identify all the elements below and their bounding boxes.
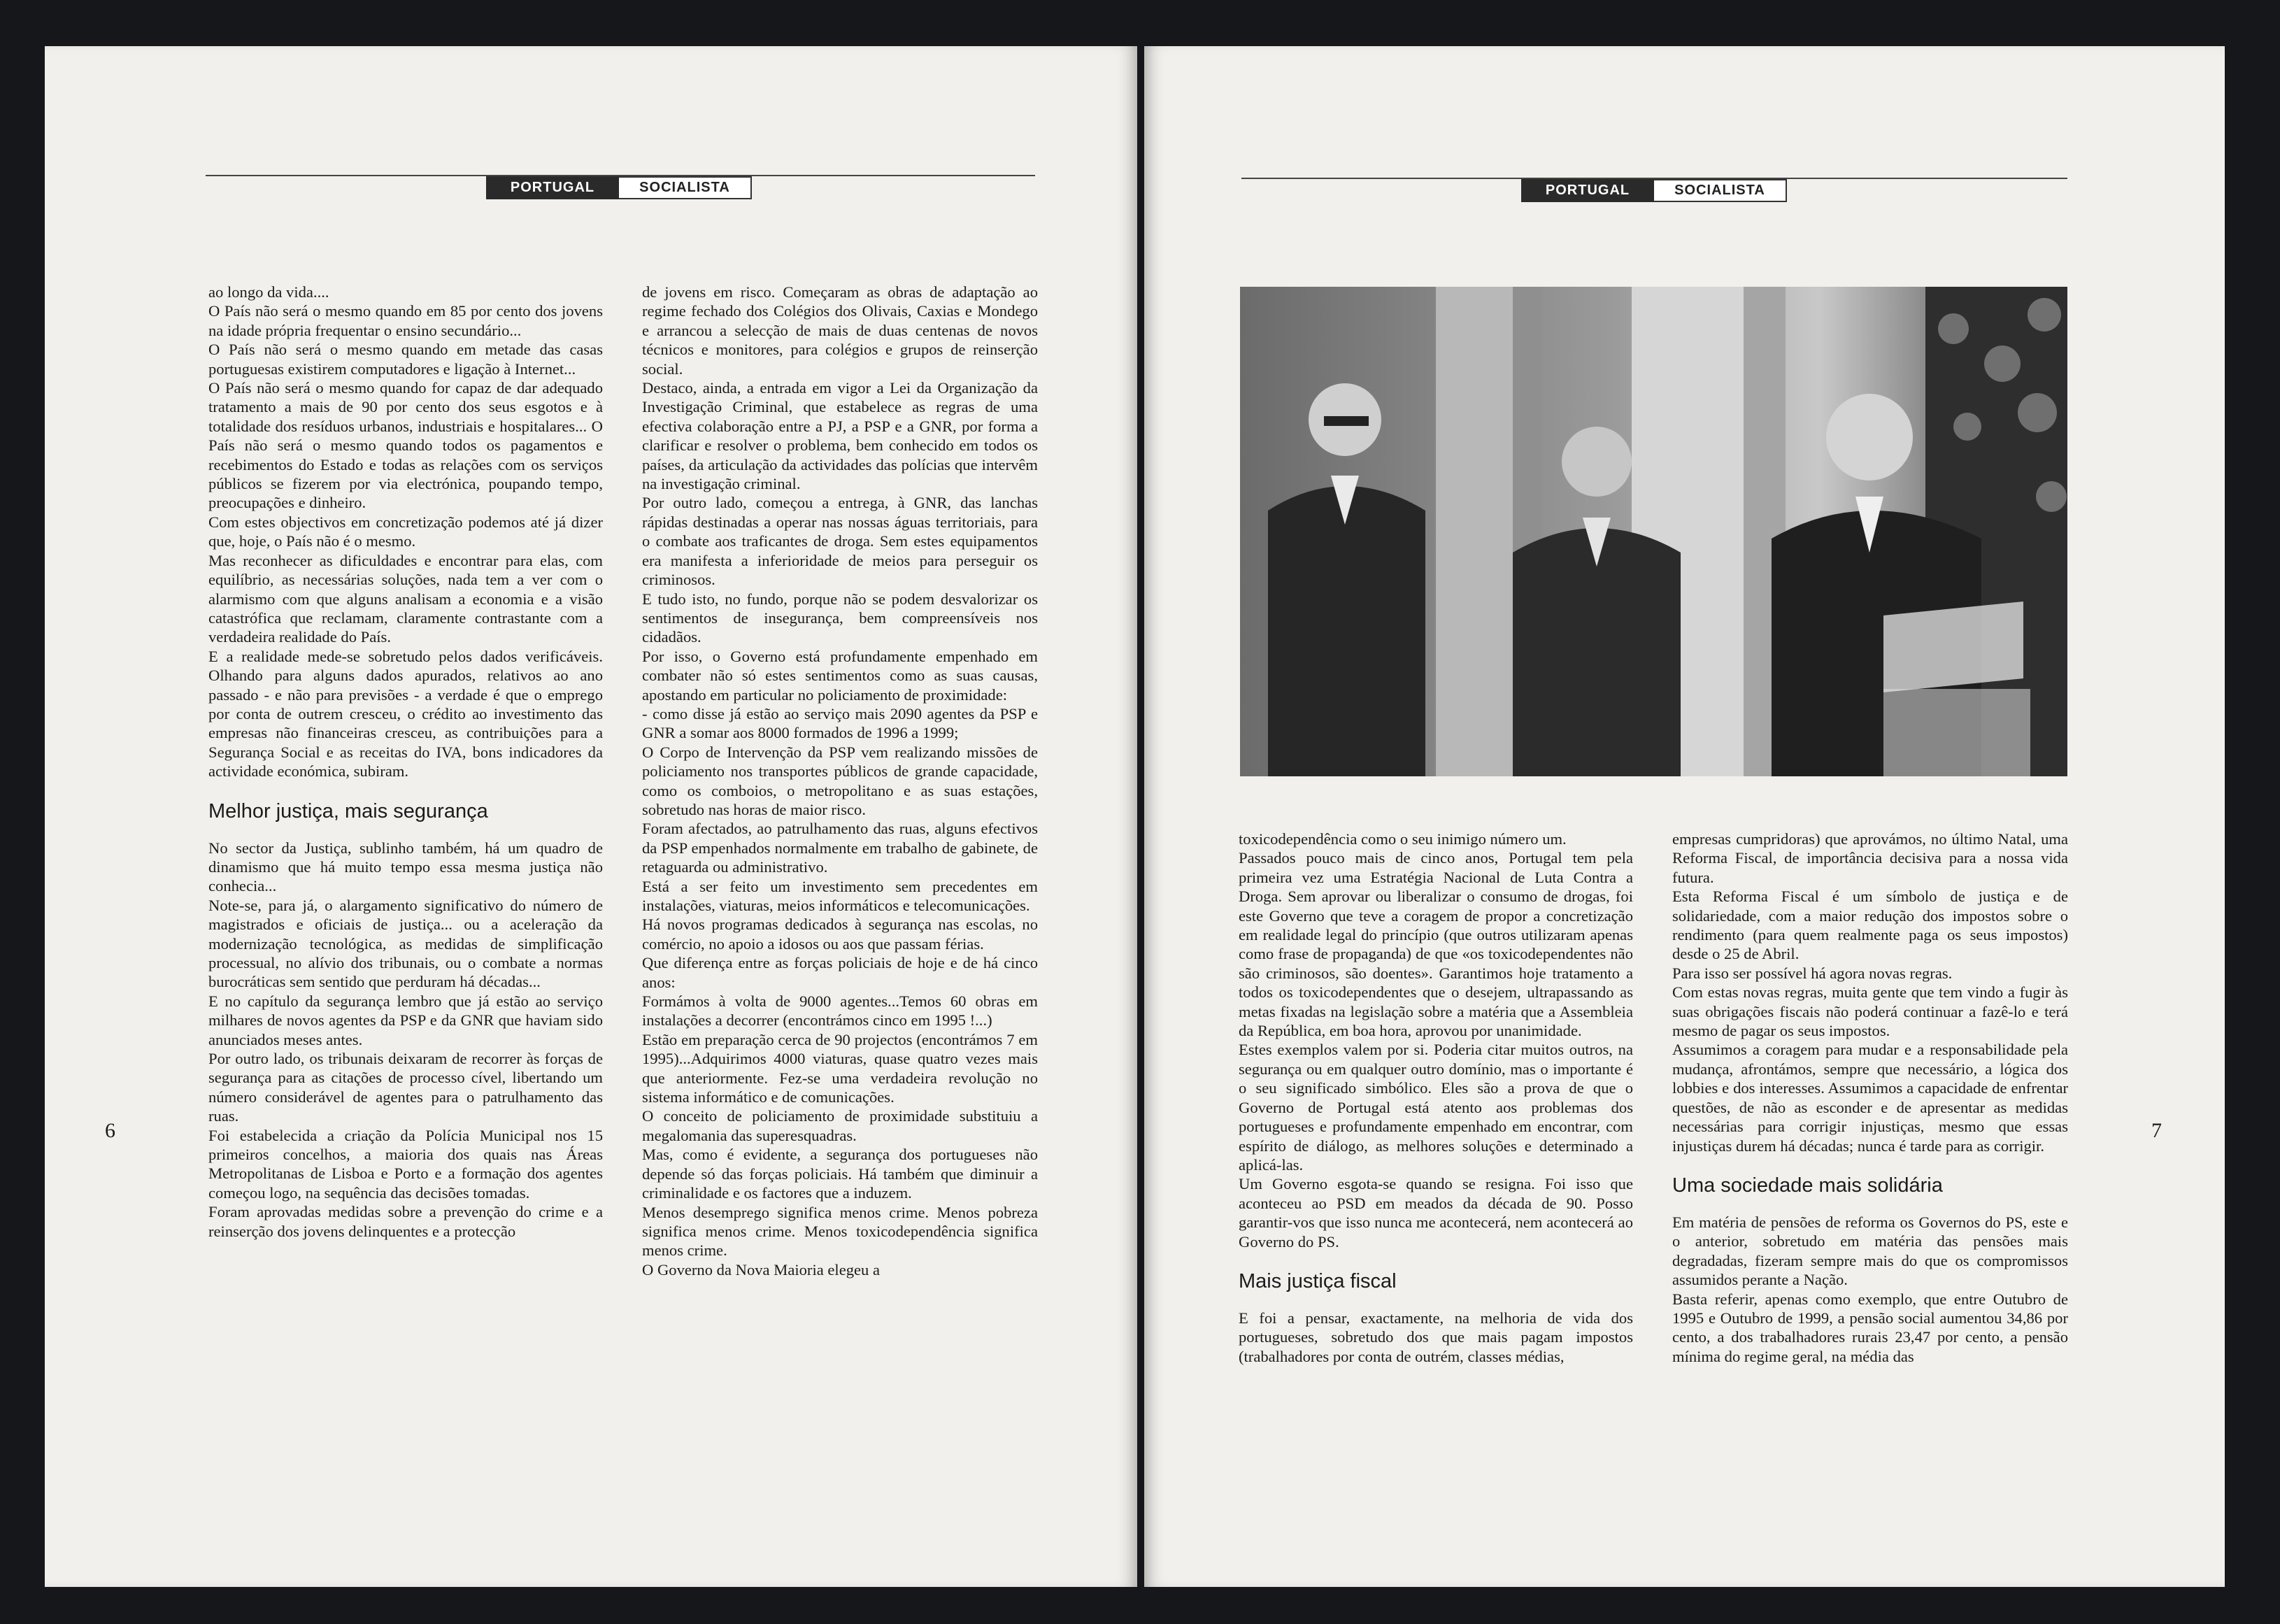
paragraph: ao longo da vida.... bbox=[208, 283, 329, 301]
paragraph: Que diferença entre as forças policiais de hoje e de há cinco anos: bbox=[642, 954, 1038, 991]
paragraph: O conceito de policiamento de proximidade substituiu a megalomania das superesquadras. bbox=[642, 1107, 1038, 1144]
paragraph: O País não será o mesmo quando em metade das casas portuguesas existirem computadores e ligação à Internet... bbox=[208, 341, 603, 378]
paragraph: Com estes objectivos em concretização podemos até já dizer que, hoje, o País não é o mesmo. bbox=[208, 513, 603, 550]
section-heading: Mais justiça fiscal bbox=[1239, 1269, 1397, 1292]
paragraph: Foi estabelecida a criação da Polícia Municipal nos 15 primeiros concelhos, a maioria dos quais nas Áreas Metropolitanas de Lisboa e Porto e a formação dos agentes começou logo, na sequência das decisões tomadas. bbox=[208, 1126, 603, 1202]
paragraph: - como disse já estão ao serviço mais 2090 agentes da PSP e GNR a somar aos 8000 formados de 1996 a 1999; bbox=[642, 704, 1038, 742]
paragraph: de jovens em risco. Começaram as obras de adaptação ao regime fechado dos Colégios dos Olivais, Caxias e Mondego e arrancou a selecção de mais de duas centenas de novos técnicos e monitores, para colégios e grupos de reinserção social. bbox=[642, 283, 1038, 378]
masthead-socialista: SOCIALISTA bbox=[1654, 179, 1787, 202]
paragraph: E tudo isto, no fundo, porque não se podem desvalorizar os sentimentos de insegurança, bem compreensíveis nos cidadãos. bbox=[642, 590, 1038, 646]
paragraph: Com estas novas regras, muita gente que tem vindo a fugir às suas obrigações fiscais não poderá continuar a fazê-lo e terá mesmo de pagar os seus impostos. bbox=[1672, 983, 2068, 1040]
left-page-column-1 bbox=[208, 283, 603, 1241]
masthead-portugal: PORTUGAL bbox=[486, 176, 619, 199]
paragraph: Um Governo esgota-se quando se resigna. Foi isso que aconteceu ao PSD em meados da década de 90. Posso garantir-vos que isso nunca me acontecerá, nem acontecerá ao Governo do PS. bbox=[1239, 1175, 1633, 1251]
paragraph: Assumimos a coragem para mudar e a responsabilidade pela mudança, afrontámos, sempre que necessário, a lógica dos lobbies e dos interesses. Assumimos a capacidade de enfrentar questões, de não as esconder e de apresentar as medidas necessárias para corrigir injustiças, mesmo que essas injustiças durem há décadas; nunca é tarde para as corrigir. bbox=[1672, 1041, 2068, 1155]
paragraph: Note-se, para já, o alargamento significativo do número de magistrados e oficiais de justiça... ou a aceleração da modernização tecnológica, as medidas de simplificação processual, no alívio dos tribunais, ou o combate a normas burocráticas sem sentido que perduram há décadas... bbox=[208, 896, 603, 991]
paragraph: empresas cumpridoras) que aprovámos, no último Natal, uma Reforma Fiscal, de importância decisiva para a nossa vida futura. bbox=[1672, 830, 2068, 886]
paragraph: Basta referir, apenas como exemplo, que entre Outubro de 1995 e Outubro de 1999, a pensão social aumentou 34,86 por cento, a dos trabalhadores rurais 23,47 por cento, a pensão mínima do regime geral, na média das bbox=[1672, 1290, 2068, 1365]
paragraph: Estes exemplos valem por si. Poderia citar muitos outros, na segurança ou em qualquer outro domínio, mas o importante é o seu significado simbólico. Eles são a prova de que o Governo de Portugal está atento aos problemas dos portugueses e profundamente empenhado em encontrar, com espírito de diálogo, as melhores soluções e determinado a aplicá-las. bbox=[1239, 1041, 1633, 1174]
right-page-column-2 bbox=[1672, 829, 2068, 1366]
photo-illustration bbox=[1240, 287, 2067, 776]
paragraph: O Corpo de Intervenção da PSP vem realizando missões de policiamento nos transportes públicos de grande capacidade, como os comboios, o metropolitano e as suas estações, sobretudo nas horas de maior risco. bbox=[642, 743, 1038, 818]
paragraph: E a realidade mede-se sobretudo pelos dados verificáveis. Olhando para alguns dados apurados, relativos ao ano passado - e não para previsões - a verdade é que o emprego por conta de outrem cresceu, o crédito ao investimento das empresas não financeiras cresceu, as contribuições para a Segurança Social e as receitas do IVA, bons indicadores da actividade económica, subiram. bbox=[208, 647, 603, 781]
paragraph: Esta Reforma Fiscal é um símbolo de justiça e de solidariedade, com a maior redução dos impostos sobre o rendimento (para quem realmente paga os seus impostos) desde o 25 de Abril. bbox=[1672, 888, 2068, 963]
paragraph: Por isso, o Governo está profundamente empenhado em combater não só estes sentimentos como as suas causas, apostando em particular no policiamento de proximidade: bbox=[642, 647, 1038, 704]
paragraph: E no capítulo da segurança lembro que já estão ao serviço milhares de novos agentes da PSP e da GNR que haviam sido anunciados meses antes. bbox=[208, 992, 603, 1048]
paragraph: Mas reconhecer as dificuldades e encontrar para elas, com equilíbrio, as necessárias soluções, nada tem a ver com o alarmismo com que alguns analisam a economia e a visão catastrófica que reclamam, claramente contrastante com a verdadeira realidade do País. bbox=[208, 551, 603, 646]
paragraph: Passados pouco mais de cinco anos, Portugal tem pela primeira vez uma Estratégia Nacional de Luta Contra a Droga. Sem aprovar ou liberalizar o consumo de drogas, foi este Governo que teve a coragem de propor a concretização em realidade legal do princípio (que outros utilizaram apenas como frase de propaganda) de que «os toxicodependentes não são criminosos, são doentes». Garantimos hoje tratamento a todos os toxicodependentes que o desejem, ultrapassando as metas fixadas na legislação sobre a matéria que a Assembleia da República, em boa hora, aprovou por unanimidade. bbox=[1239, 849, 1633, 1040]
paragraph: Para isso ser possível há agora novas regras. bbox=[1672, 964, 1953, 982]
paragraph: Por outro lado, os tribunais deixaram de recorrer às forças de segurança para as citações de processo cível, libertando um número considerável de agentes para o patrulhamento das ruas. bbox=[208, 1050, 603, 1125]
paragraph: Por outro lado, começou a entrega, à GNR, das lanchas rápidas destinadas a operar nas nossas águas territoriais, para o combate aos traficantes de droga. Sem estes equipamentos era manifesta a inferioridade de meios para perseguir os criminosos. bbox=[642, 494, 1038, 589]
paragraph: toxicodependência como o seu inimigo número um. bbox=[1239, 830, 1567, 848]
paragraph: O Governo da Nova Maioria elegeu a bbox=[642, 1260, 881, 1278]
page-number-left: 6 bbox=[105, 1119, 115, 1142]
paragraph: No sector da Justiça, sublinho também, há um quadro de dinamismo que há muito tempo essa mesma justiça não conhecia... bbox=[208, 839, 603, 895]
paragraph: Estão em preparação cerca de 90 projectos (encontrámos 7 em 1995)...Adquirimos 4000 viaturas, quase quatro vezes mais que anteriormente. Fez-se uma verdadeira revolução no sistema informático e de comunicações. bbox=[642, 1030, 1038, 1106]
paragraph: Está a ser feito um investimento sem precedentes em instalações, viaturas, meios informáticos e telecomunicações. bbox=[642, 877, 1038, 914]
paragraph: O País não será o mesmo quando for capaz de dar adequado tratamento a mais de 90 por cento dos seus esgotos e à totalidade dos resíduos urbanos, industriais e hospitalares... O País não será o mesmo quando todos os pagamentos e recebimentos do Estado e todas as relações com os serviços públicos se fizerem por via electrónica, poupando tempo, preocupações e dinheiro. bbox=[208, 379, 603, 512]
paragraph: Formámos à volta de 9000 agentes...Temos 60 obras em instalações a decorrer (encontrámos cinco em 1995 !...) bbox=[642, 992, 1038, 1030]
paragraph: E foi a pensar, exactamente, na melhoria de vida dos portugueses, sobretudo dos que mais pagam impostos (trabalhadores por conta de outrém, classes médias, bbox=[1239, 1309, 1633, 1365]
left-page-column-2 bbox=[642, 283, 1038, 1279]
paragraph: Em matéria de pensões de reforma os Governos do PS, este e o anterior, sobretudo em matéria das pensões mais degradadas, fizeram sempre mais do que os compromissos assumidos perante a Nação. bbox=[1672, 1213, 2068, 1289]
section-heading: Uma sociedade mais solidária bbox=[1672, 1174, 1943, 1197]
paragraph: Menos desemprego significa menos crime. Menos pobreza significa menos crime. Menos toxicodependência significa menos crime. bbox=[642, 1203, 1038, 1260]
paragraph: Há novos programas dedicados à segurança nas escolas, no comércio, no apoio a idosos ou aos que passam férias. bbox=[642, 916, 1038, 953]
paragraph: Foram aprovadas medidas sobre a prevenção do crime e a reinserção dos jovens delinquentes e a protecção bbox=[208, 1203, 603, 1240]
photograph-officials-at-podium bbox=[1240, 287, 2067, 776]
paragraph: Destaco, ainda, a entrada em vigor a Lei da Organização da Investigação Criminal, que estabelece as regras de uma efectiva colaboração entre a PJ, a PSP e a GNR, por forma a clarificar e resolver o problema, bem conhecido em todos os países, da articulação da actividades das polícias que intervêm na investigação criminal. bbox=[642, 379, 1038, 493]
masthead-right bbox=[1521, 179, 1787, 202]
right-page-column-1 bbox=[1239, 829, 1633, 1366]
masthead-socialista: SOCIALISTA bbox=[619, 176, 752, 199]
masthead-portugal: PORTUGAL bbox=[1521, 179, 1654, 202]
masthead-left bbox=[486, 176, 752, 199]
paragraph: Foram afectados, ao patrulhamento das ruas, alguns efectivos da PSP empenhados normalmente em trabalho de gabinete, de retaguarda ou administrativo. bbox=[642, 820, 1038, 876]
paragraph: O País não será o mesmo quando em 85 por cento dos jovens na idade própria frequentar o ensino secundário... bbox=[208, 302, 603, 339]
section-heading: Melhor justiça, mais segurança bbox=[208, 799, 488, 822]
page-number-right: 7 bbox=[2151, 1119, 2162, 1142]
paragraph: Mas, como é evidente, a segurança dos portugueses não depende só das forças policiais. Há também que diminuir a criminalidade e os factores que a induzem. bbox=[642, 1146, 1038, 1202]
